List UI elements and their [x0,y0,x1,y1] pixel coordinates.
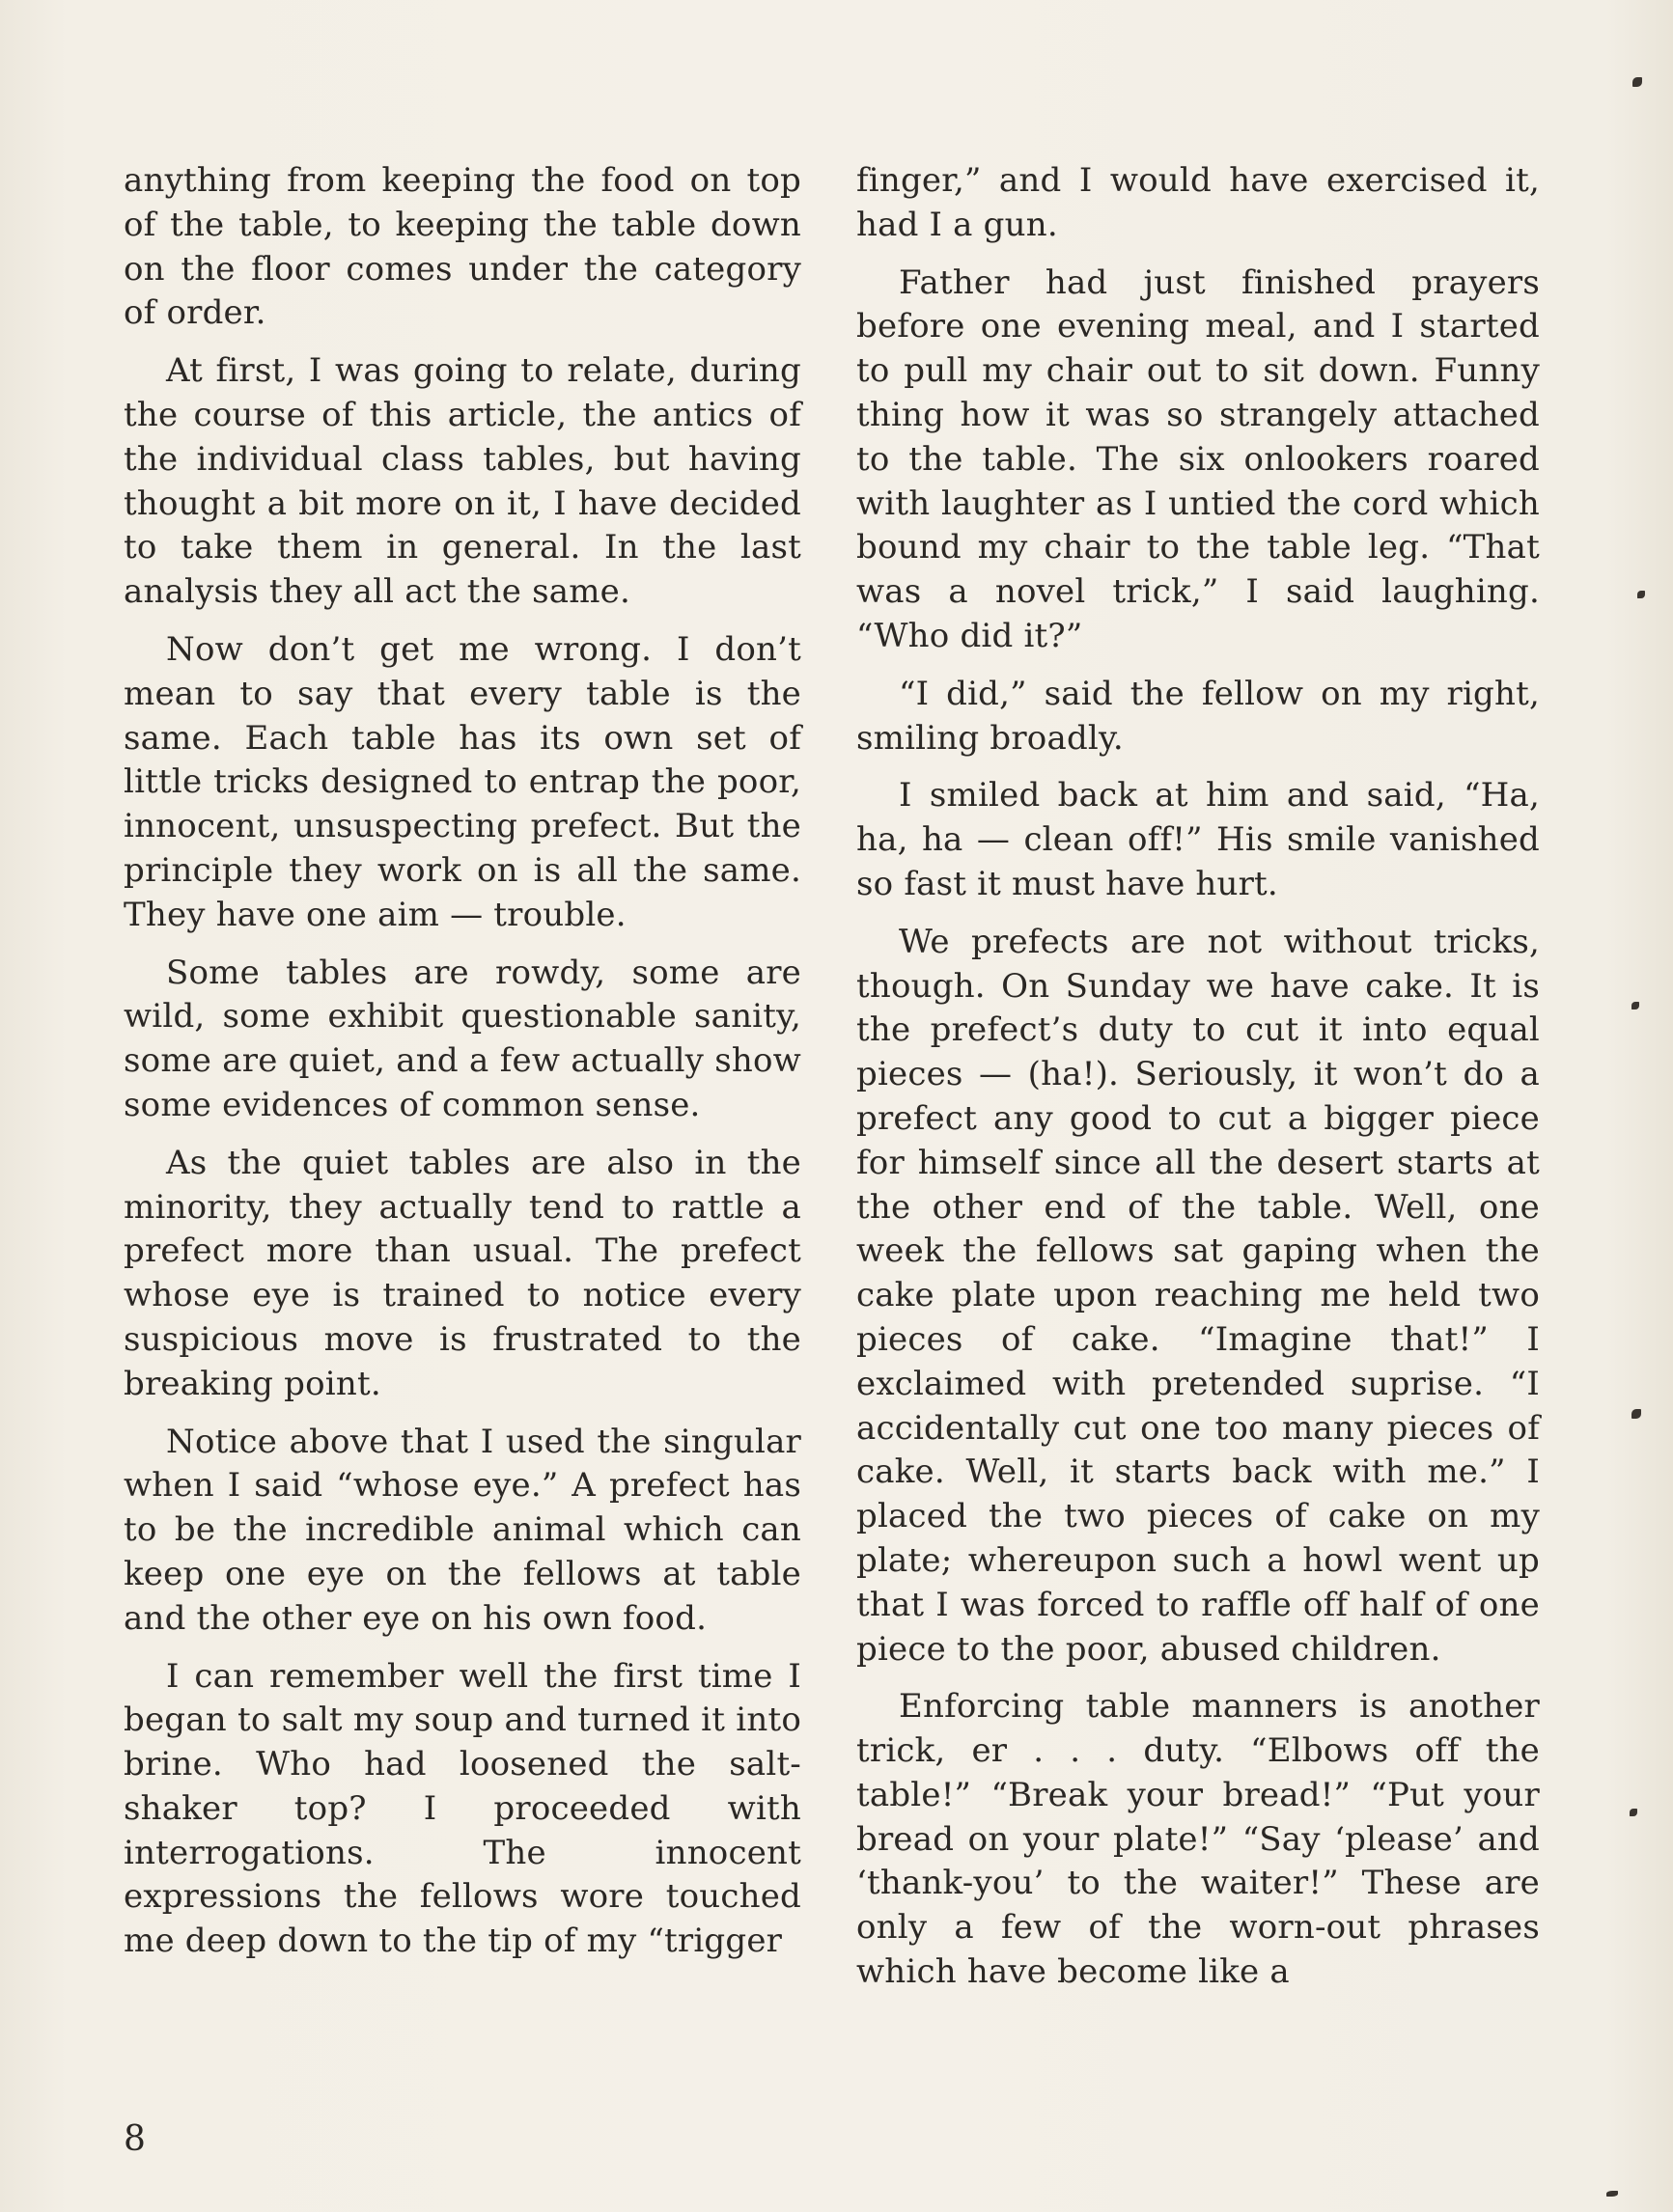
binding-mark [1632,77,1642,87]
binding-mark [1606,2191,1618,2197]
paragraph: Now don’t get me wrong. I don’t mean to say that every table is the same. Each table has its own set of little tricks designed to entrap the poor, innocent, unsuspecting prefect. But the principle they work on is all the same. They have one aim — trouble. [124,629,801,934]
page-number: 8 [124,2119,146,2159]
paragraph: I can remember well the first time I began to salt my soup and turned it into brine. Who had loosened the salt-shaker top? I proceeded with interrogations. The innocent expressions the fellows wore touched me deep down to the tip of my “trigger [124,1656,801,1961]
paragraph: I smiled back at him and said, “Ha, ha, ha — clean off!” His smile vanished so fast it must have hurt. [856,776,1540,903]
paragraph: finger,” and I would have exercised it, had I a gun. [856,161,1540,244]
paragraph: At first, I was going to relate, during the course of this article, the antics of the individual class tables, but having thought a bit more on it, I have decided to take them in general. In the last analysis they all act the same. [124,351,801,612]
paragraph: anything from keeping the food on top of the table, to keeping the table down on the floor comes under the category of order. [124,161,801,333]
paragraph: Some tables are rowdy, some are wild, some exhibit questionable sanity, some are quiet, and a few actually show some evidences of common sense. [124,953,801,1124]
paragraph: “I did,” said the fellow on my right, smiling broadly. [856,674,1540,758]
binding-mark [1631,1002,1639,1009]
paragraph: Enforcing table manners is another trick, er . . . duty. “Elbows off the table!” “Break your bread!” “Put your bread on your plate!” “Say ‘please’ and ‘thank-you’ to the waiter!” These are only a few of the worn-out phrases which have become like a [856,1687,1540,1992]
paragraph: As the quiet tables are also in the minority, they actually tend to rattle a prefect more than usual. The prefect whose eye is trained to notice every suspicious move is frustrated to the breaking point. [124,1143,801,1403]
paragraph: Notice above that I used the singular when I said “whose eye.” A prefect has to be the incredible animal which can keep one eye on the fellows at table and the other eye on his own food. [124,1422,801,1638]
right-column [856,159,1540,2008]
binding-mark [1631,1409,1641,1419]
paragraph: Father had just finished prayers before one evening meal, and I started to pull my chair out to sit down. Funny thing how it was so strangely attached to the table. The six onlookers roared with laughter as I untied the cord which bound my chair to the table leg. “That was a novel trick,” I said laughing. “Who did it?” [856,263,1540,655]
paragraph: We prefects are not without tricks, though. On Sunday we have cake. It is the prefect’s duty to cut it into equal pieces — (ha!). Seriously, it won’t do a prefect any good to cut a bigger piece for himself since all the desert starts at the other end of the table. Well, one week the fellows sat gaping when the cake plate upon reaching me held two pieces of cake. “Imagine that!” I exclaimed with pretended suprise. “I accidentally cut one too many pieces of cake. Well, it starts back with me.” I placed the two pieces of cake on my plate; whereupon such a howl went up that I was forced to raffle off half of one piece to the poor, abused children. [856,922,1540,1669]
binding-mark [1630,1809,1637,1816]
binding-mark [1637,591,1645,598]
left-column [124,159,801,1977]
